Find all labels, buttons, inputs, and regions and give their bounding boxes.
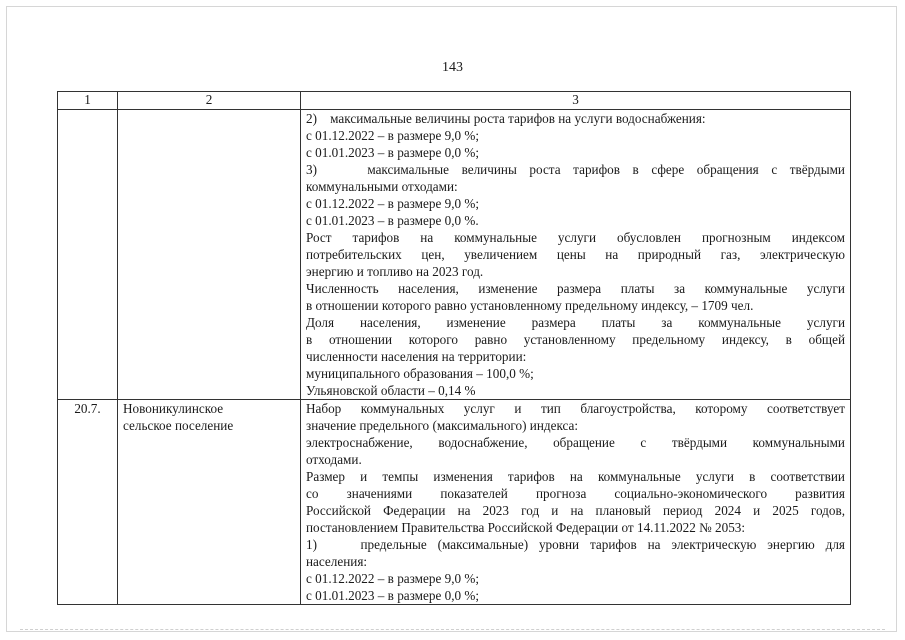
paragraph	[306, 161, 845, 195]
paragraph	[306, 314, 845, 365]
paragraph	[306, 144, 845, 161]
text-line: Рост тарифов на коммунальные услуги обусловлен прогнозным индексом	[306, 230, 845, 245]
text-line: коммунальными отходами:	[306, 179, 458, 194]
text-line: с 01.12.2022 – в размере 9,0 %;	[306, 571, 480, 586]
text-line: 2) максимальные величины роста тарифов на услуги водоснабжения:	[306, 111, 706, 126]
row-content	[301, 400, 851, 605]
paragraph	[306, 212, 845, 229]
row-municipality	[118, 110, 301, 400]
text-line: Набор коммунальных услуг и тип благоустройства, которому соответствует	[306, 401, 845, 416]
document-table	[57, 91, 851, 605]
paragraph	[306, 382, 845, 399]
table-row	[58, 400, 851, 605]
text-line: с 01.01.2023 – в размере 0,0 %;	[306, 588, 480, 603]
text-line: Доля населения, изменение размера платы за коммунальные услуги	[306, 315, 845, 330]
text-line: населения:	[306, 554, 368, 569]
text-line: муниципального образования – 100,0 %;	[306, 366, 534, 381]
text-line: со значениями показателей прогноза социально-экономического развития	[306, 486, 845, 501]
column-header-1: 1	[58, 92, 118, 110]
text-line: в отношении которого равно установленному предельному индексу, в общей	[306, 332, 845, 347]
row-content	[301, 110, 851, 400]
paragraph	[306, 365, 845, 382]
paragraph	[306, 587, 845, 604]
paragraph	[306, 570, 845, 587]
text-line: с 01.01.2023 – в размере 0,0 %.	[306, 213, 479, 228]
column-header-2: 2	[118, 92, 301, 110]
column-header-3: 3	[301, 92, 851, 110]
text-line: численности населения на территории:	[306, 349, 527, 364]
paragraph	[306, 468, 845, 536]
paragraph	[306, 229, 845, 280]
text-line: отходами.	[306, 452, 362, 467]
scan-edge-line	[20, 629, 885, 631]
text-line: в отношении которого равно установленному предельному индексу, – 1709 чел.	[306, 298, 754, 313]
text-line: значение предельного (максимального) индекса:	[306, 418, 579, 433]
paragraph	[306, 434, 845, 468]
municipality-name-line: сельское поселение	[123, 418, 234, 433]
table-header-row	[58, 92, 851, 110]
text-line: 3) максимальные величины роста тарифов в сфере обращения с твёрдыми	[306, 162, 845, 177]
text-line: с 01.12.2022 – в размере 9,0 %;	[306, 128, 480, 143]
row-number	[58, 110, 118, 400]
text-line: постановлением Правительства Российской Федерации от 14.11.2022 № 2053:	[306, 520, 746, 535]
text-line: электроснабжение, водоснабжение, обращение с твёрдыми коммунальными	[306, 435, 845, 450]
text-line: Российской Федерации на 2023 год и на плановый период 2024 и 2025 годов,	[306, 503, 845, 518]
page-number: 143	[442, 60, 463, 75]
paragraph	[306, 280, 845, 314]
municipality-name-line: Новоникулинское	[123, 401, 224, 416]
table-row	[58, 110, 851, 400]
paragraph	[306, 110, 845, 127]
text-line: энергию и топливо на 2023 год.	[306, 264, 484, 279]
text-line: Численность населения, изменение размера платы за коммунальные услуги	[306, 281, 845, 296]
text-line: 1) предельные (максимальные) уровни тарифов на электрическую энергию для	[306, 537, 845, 552]
text-line: с 01.12.2022 – в размере 9,0 %;	[306, 196, 480, 211]
text-line: потребительских цен, увеличением цены на природный газ, электрическую	[306, 247, 845, 262]
row-number: 20.7.	[58, 400, 118, 605]
municipality-name	[123, 400, 295, 434]
paragraph	[306, 127, 845, 144]
paragraph	[306, 400, 845, 434]
paragraph	[306, 536, 845, 570]
paragraph	[306, 195, 845, 212]
text-line: Размер и темпы изменения тарифов на коммунальные услуги в соответствии	[306, 469, 845, 484]
row-municipality	[118, 400, 301, 605]
text-line: Ульяновской области – 0,14 %	[306, 383, 476, 398]
text-line: с 01.01.2023 – в размере 0,0 %;	[306, 145, 480, 160]
